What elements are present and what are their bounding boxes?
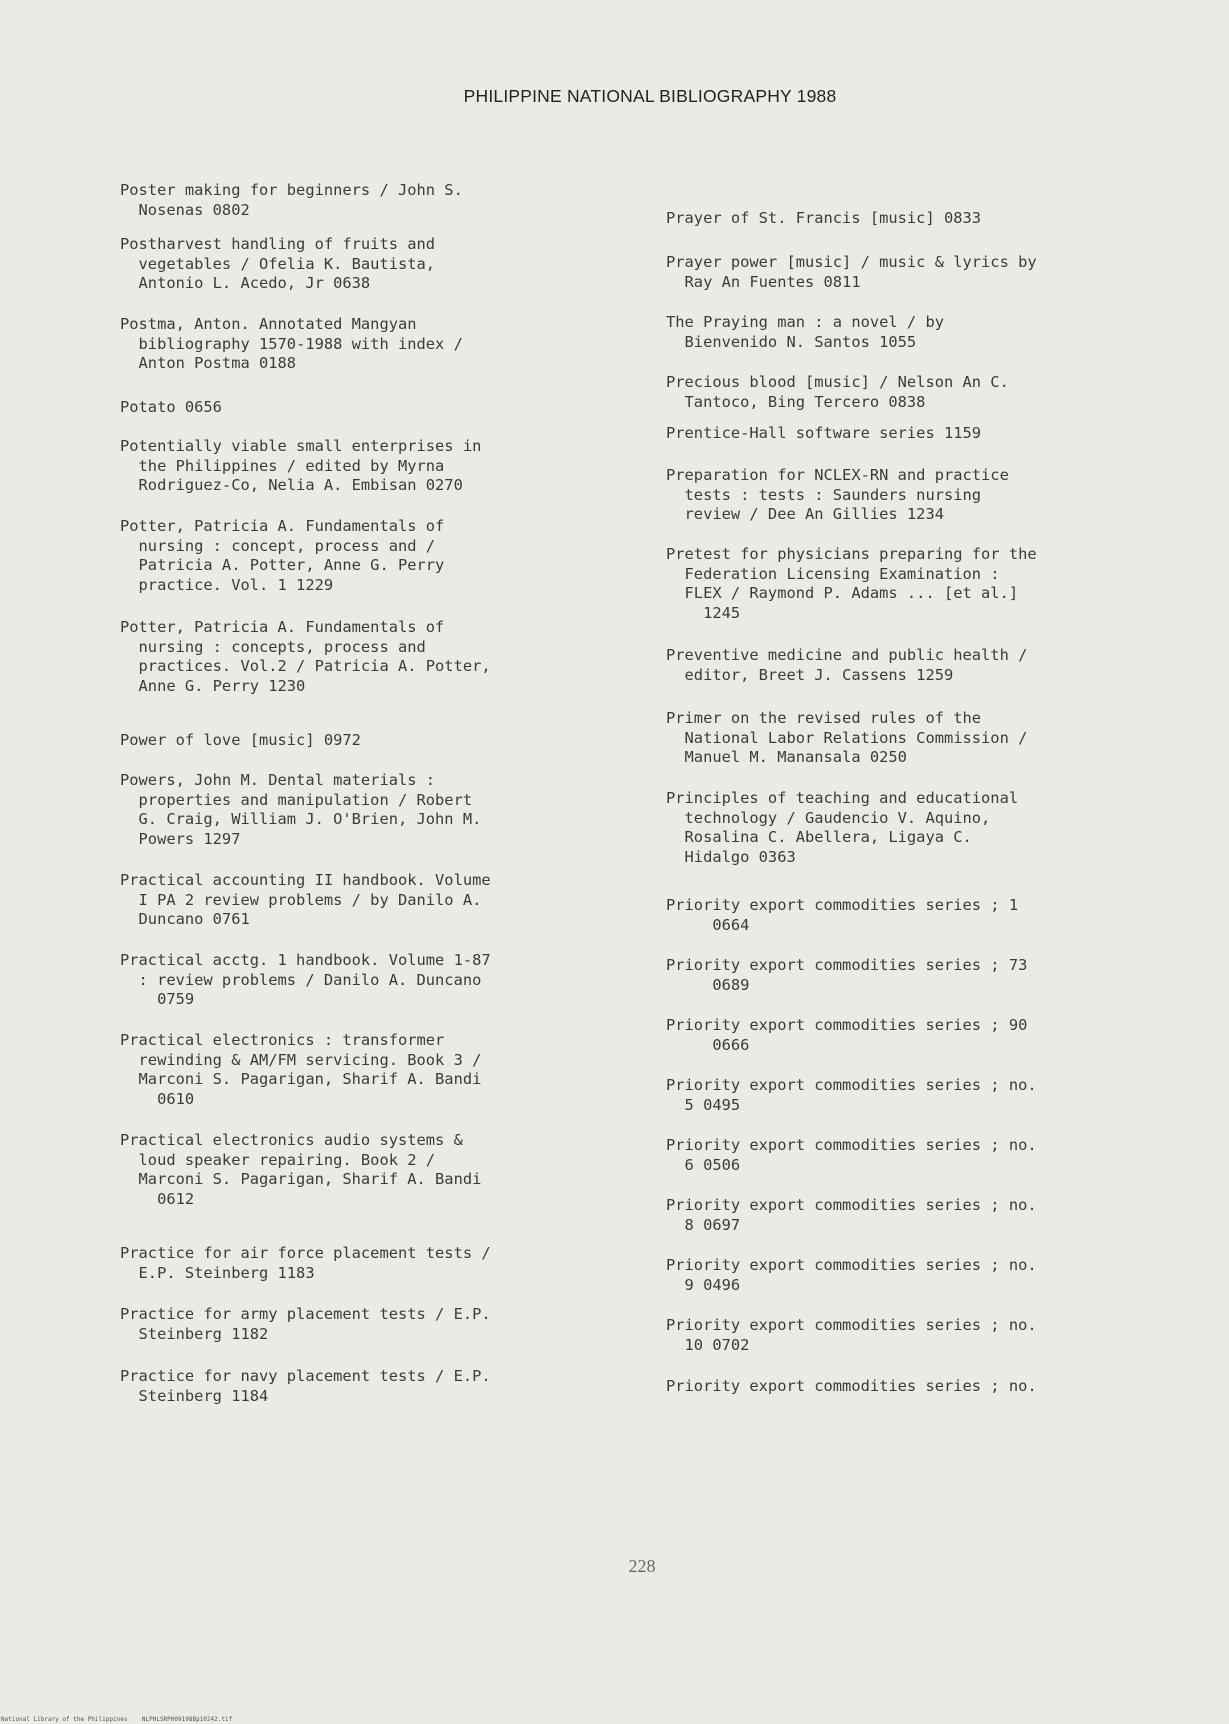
entry-line: the Philippines / edited by Myrna bbox=[120, 456, 445, 475]
entry-line: Priority export commodities series ; no. bbox=[666, 1076, 1037, 1094]
entry-line: Powers 1297 bbox=[120, 830, 241, 849]
entry-line: Priority export commodities series ; 90 bbox=[666, 1016, 1028, 1034]
page-number: 228 bbox=[628, 1556, 656, 1576]
entry-line: Preventive medicine and public health / bbox=[666, 646, 1028, 664]
entry-line: nursing : concepts, process and bbox=[120, 637, 426, 656]
bibliography-entry bbox=[666, 545, 1037, 624]
bibliography-entry bbox=[666, 424, 981, 444]
bibliography-entry bbox=[666, 896, 1018, 935]
bibliography-entry bbox=[666, 1256, 1037, 1295]
entry-line: Bienvenido N. Santos 1055 bbox=[666, 332, 917, 351]
entry-line: review / Dee An Gillies 1234 bbox=[666, 505, 944, 524]
entry-line: E.P. Steinberg 1183 bbox=[120, 1263, 315, 1282]
entry-line: tests : tests : Saunders nursing bbox=[666, 485, 982, 504]
entry-line: Priority export commodities series ; no. bbox=[666, 1136, 1037, 1154]
entry-line: Duncano 0761 bbox=[120, 910, 250, 929]
entry-line: Practical electronics : transformer bbox=[120, 1031, 445, 1049]
bibliography-entry bbox=[120, 618, 491, 697]
entry-line: 6 0506 bbox=[666, 1155, 741, 1174]
entry-line: 0666 bbox=[666, 1035, 750, 1054]
entry-line: technology / Gaudencio V. Aquino, bbox=[666, 808, 991, 827]
entry-line: Prayer power [music] / music & lyrics by bbox=[666, 253, 1037, 271]
bibliography-entry bbox=[666, 646, 1027, 685]
entry-line: 1245 bbox=[666, 604, 741, 623]
entry-line: Postharvest handling of fruits and bbox=[120, 235, 436, 253]
bibliography-entry bbox=[120, 1305, 491, 1344]
bibliography-entry bbox=[120, 437, 481, 496]
bibliography-entry bbox=[666, 253, 1037, 292]
entry-line: rewinding & AM/FM servicing. Book 3 / bbox=[120, 1050, 482, 1069]
bibliography-entry bbox=[120, 181, 463, 220]
entry-line: National Labor Relations Commission / bbox=[666, 728, 1028, 747]
entry-line: : review problems / Danilo A. Duncano bbox=[120, 970, 482, 989]
entry-line: Practice for air force placement tests / bbox=[120, 1244, 491, 1262]
entry-line: G. Craig, William J. O'Brien, John M. bbox=[120, 810, 482, 829]
entry-line: Prayer of St. Francis [music] 0833 bbox=[666, 209, 982, 227]
entry-line: Priority export commodities series ; 73 bbox=[666, 956, 1028, 974]
entry-line: Practical accounting II handbook. Volume bbox=[120, 871, 491, 889]
entry-line: practices. Vol.2 / Patricia A. Potter, bbox=[120, 657, 491, 676]
entry-line: 0689 bbox=[666, 975, 750, 994]
entry-line: Preparation for NCLEX-RN and practice bbox=[666, 466, 1009, 484]
entry-line: Priority export commodities series ; 1 bbox=[666, 896, 1019, 914]
entry-line: Practice for army placement tests / E.P. bbox=[120, 1305, 491, 1323]
bibliography-entry bbox=[120, 398, 222, 418]
bibliography-entry bbox=[666, 789, 1018, 868]
entry-line: loud speaker repairing. Book 2 / bbox=[120, 1150, 436, 1169]
entry-line: Postma, Anton. Annotated Mangyan bbox=[120, 315, 417, 333]
entry-line: Ray An Fuentes 0811 bbox=[666, 272, 861, 291]
entry-line: vegetables / Ofelia K. Bautista, bbox=[120, 254, 436, 273]
bibliography-entry bbox=[120, 517, 444, 596]
entry-line: Principles of teaching and educational bbox=[666, 789, 1019, 807]
entry-line: nursing : concept, process and / bbox=[120, 536, 436, 555]
entry-line: Rosalina C. Abellera, Ligaya C. bbox=[666, 828, 972, 847]
entry-line: Patricia A. Potter, Anne G. Perry bbox=[120, 556, 445, 575]
bibliography-entry bbox=[120, 951, 491, 1010]
entry-line: Power of love [music] 0972 bbox=[120, 731, 361, 749]
entry-line: FLEX / Raymond P. Adams ... [et al.] bbox=[666, 584, 1019, 603]
entry-line: Priority export commodities series ; no. bbox=[666, 1196, 1037, 1214]
entry-line: 0612 bbox=[120, 1190, 195, 1209]
bibliography-entry bbox=[666, 466, 1009, 525]
entry-line: bibliography 1570-1988 with index / bbox=[120, 334, 463, 353]
entry-line: Priority export commodities series ; no. bbox=[666, 1316, 1037, 1334]
bibliography-entry bbox=[120, 771, 481, 850]
footer-credit: National Library of the Philippines NLPHLSRPH09198Bp10242.tif bbox=[1, 1716, 233, 1723]
entry-line: Marconi S. Pagarigan, Sharif A. Bandi bbox=[120, 1070, 482, 1089]
bibliography-entry bbox=[120, 1031, 481, 1110]
entry-line: Prentice-Hall software series 1159 bbox=[666, 424, 982, 442]
entry-line: Rodriguez-Co, Nelia A. Embisan 0270 bbox=[120, 476, 463, 495]
entry-line: Priority export commodities series ; no. bbox=[666, 1377, 1037, 1395]
bibliography-entry bbox=[666, 709, 1027, 768]
entry-line: Steinberg 1182 bbox=[120, 1324, 269, 1343]
entry-line: Pretest for physicians preparing for the bbox=[666, 545, 1037, 563]
bibliography-entry bbox=[666, 1076, 1037, 1115]
entry-line: Anne G. Perry 1230 bbox=[120, 677, 306, 696]
entry-line: Nosenas 0802 bbox=[120, 200, 250, 219]
bibliography-entry bbox=[120, 1244, 491, 1283]
entry-line: Tantoco, Bing Tercero 0838 bbox=[666, 392, 926, 411]
entry-line: Primer on the revised rules of the bbox=[666, 709, 982, 727]
entry-line: Potato 0656 bbox=[120, 398, 222, 416]
bibliography-entry bbox=[666, 956, 1027, 995]
entry-line: Priority export commodities series ; no. bbox=[666, 1256, 1037, 1274]
entry-line: 8 0697 bbox=[666, 1215, 741, 1234]
bibliography-entry bbox=[666, 313, 944, 352]
entry-line: Practical electronics audio systems & bbox=[120, 1131, 463, 1149]
entry-line: 0610 bbox=[120, 1090, 195, 1109]
entry-line: Marconi S. Pagarigan, Sharif A. Bandi bbox=[120, 1170, 482, 1189]
entry-line: Precious blood [music] / Nelson An C. bbox=[666, 373, 1009, 391]
bibliography-entry bbox=[666, 373, 1009, 412]
entry-line: Powers, John M. Dental materials : bbox=[120, 771, 436, 789]
entry-line: 9 0496 bbox=[666, 1275, 741, 1294]
entry-line: practice. Vol. 1 1229 bbox=[120, 576, 334, 595]
bibliography-entry bbox=[666, 209, 981, 229]
entry-line: Federation Licensing Examination : bbox=[666, 564, 1000, 583]
bibliography-entry bbox=[120, 871, 491, 930]
bibliography-entry bbox=[120, 1367, 491, 1406]
bibliography-entry bbox=[666, 1316, 1037, 1355]
entry-line: Potter, Patricia A. Fundamentals of bbox=[120, 618, 445, 636]
entry-line: 0759 bbox=[120, 990, 195, 1009]
entry-line: 0664 bbox=[666, 915, 750, 934]
entry-line: 5 0495 bbox=[666, 1095, 741, 1114]
bibliography-entry bbox=[666, 1016, 1027, 1055]
bibliography-entry bbox=[666, 1196, 1037, 1235]
entry-line: Antonio L. Acedo, Jr 0638 bbox=[120, 274, 371, 293]
entry-line: Steinberg 1184 bbox=[120, 1386, 269, 1405]
entry-line: Practical acctg. 1 handbook. Volume 1-87 bbox=[120, 951, 491, 969]
bibliography-entry bbox=[666, 1136, 1037, 1175]
bibliography-entry bbox=[120, 315, 463, 374]
entry-line: Anton Postma 0188 bbox=[120, 354, 297, 373]
entry-line: Practice for navy placement tests / E.P. bbox=[120, 1367, 491, 1385]
entry-line: Potter, Patricia A. Fundamentals of bbox=[120, 517, 445, 535]
entry-line: properties and manipulation / Robert bbox=[120, 790, 473, 809]
entry-line: 10 0702 bbox=[666, 1335, 750, 1354]
bibliography-entry bbox=[120, 235, 435, 294]
bibliography-entry bbox=[120, 1131, 481, 1210]
entry-line: editor, Breet J. Cassens 1259 bbox=[666, 665, 954, 684]
bibliography-entry bbox=[666, 1377, 1037, 1397]
entry-line: Potentially viable small enterprises in bbox=[120, 437, 482, 455]
page-title: PHILIPPINE NATIONAL BIBLIOGRAPHY 1988 bbox=[463, 86, 837, 106]
entry-line: Hidalgo 0363 bbox=[666, 848, 796, 867]
entry-line: I PA 2 review problems / by Danilo A. bbox=[120, 890, 482, 909]
entry-line: Manuel M. Manansala 0250 bbox=[666, 748, 907, 767]
bibliography-entry bbox=[120, 731, 361, 751]
entry-line: The Praying man : a novel / by bbox=[666, 313, 944, 331]
entry-line: Poster making for beginners / John S. bbox=[120, 181, 463, 199]
